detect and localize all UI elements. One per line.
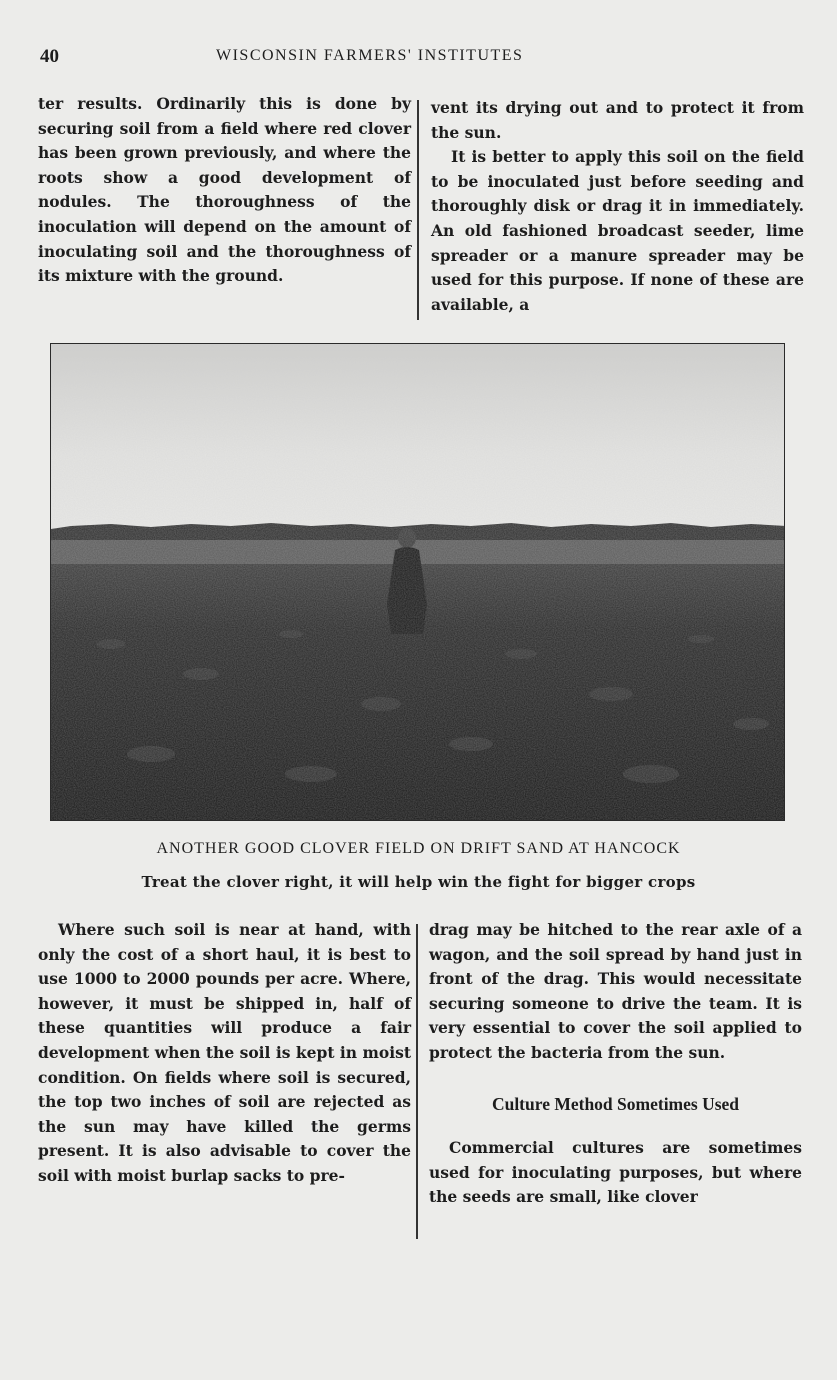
column-divider-top — [417, 100, 419, 320]
paragraph: ter results. Ordinarily this is done by securing soil from a field where red clover has been grown previously, and where the roots show a good development of nodules. The thoroughness of the inoculation will depend on the amount of inoculating soil and the thoroughness of its mixture with the ground. — [38, 94, 411, 286]
running-title: WISCONSIN FARMERS' INSTITUTES — [216, 47, 524, 64]
section-heading: Culture Method Sometimes Used — [491, 1093, 740, 1114]
running-header — [40, 46, 800, 68]
paragraph: It is better to apply this soil on the field to be inoculated just before seeding and thoroughly disk or drag it in immediately. An old fashioned broadcast seeder, lime spreader or a manure spreader may be used for this purpose. If none of these are available, a — [431, 147, 804, 314]
figure-caption-subtitle: Treat the clover right, it will help win the fight for bigger crops — [141, 873, 696, 891]
paragraph: Where such soil is near at hand, with only the cost of a short haul, it is best to use 1000 to 2000 pounds per acre. Where, however, it must be shipped in, half of these quantities will produce a fair development when the soil is kept in moist condition. On fields where soil is secured, the top two inches of soil are rejected as the sun may have killed the germs present. It is also advisable to cover the soil with moist burlap sacks to pre- — [38, 920, 411, 1185]
photo-illustration — [51, 344, 785, 821]
column-divider-bottom — [416, 924, 418, 1239]
top-right-column — [431, 96, 804, 317]
bottom-right-column — [429, 918, 802, 1210]
figure-caption-title: ANOTHER GOOD CLOVER FIELD ON DRIFT SAND AT HANCOCK — [156, 840, 681, 857]
page-number: 40 — [40, 46, 59, 67]
paragraph: vent its drying out and to protect it from the sun. — [431, 98, 804, 142]
paragraph: Commercial cultures are sometimes used for inoculating purposes, but where the seeds are small, like clover — [429, 1138, 802, 1207]
top-left-column — [38, 92, 411, 289]
paragraph: drag may be hitched to the rear axle of a wagon, and the soil spread by hand just in front of the drag. This would necessitate securing someone to drive the team. It is very essential to cover the soil applied to protect the bacteria from the sun. — [429, 920, 802, 1062]
bottom-left-column — [38, 918, 411, 1189]
clover-field-photograph — [50, 343, 785, 821]
